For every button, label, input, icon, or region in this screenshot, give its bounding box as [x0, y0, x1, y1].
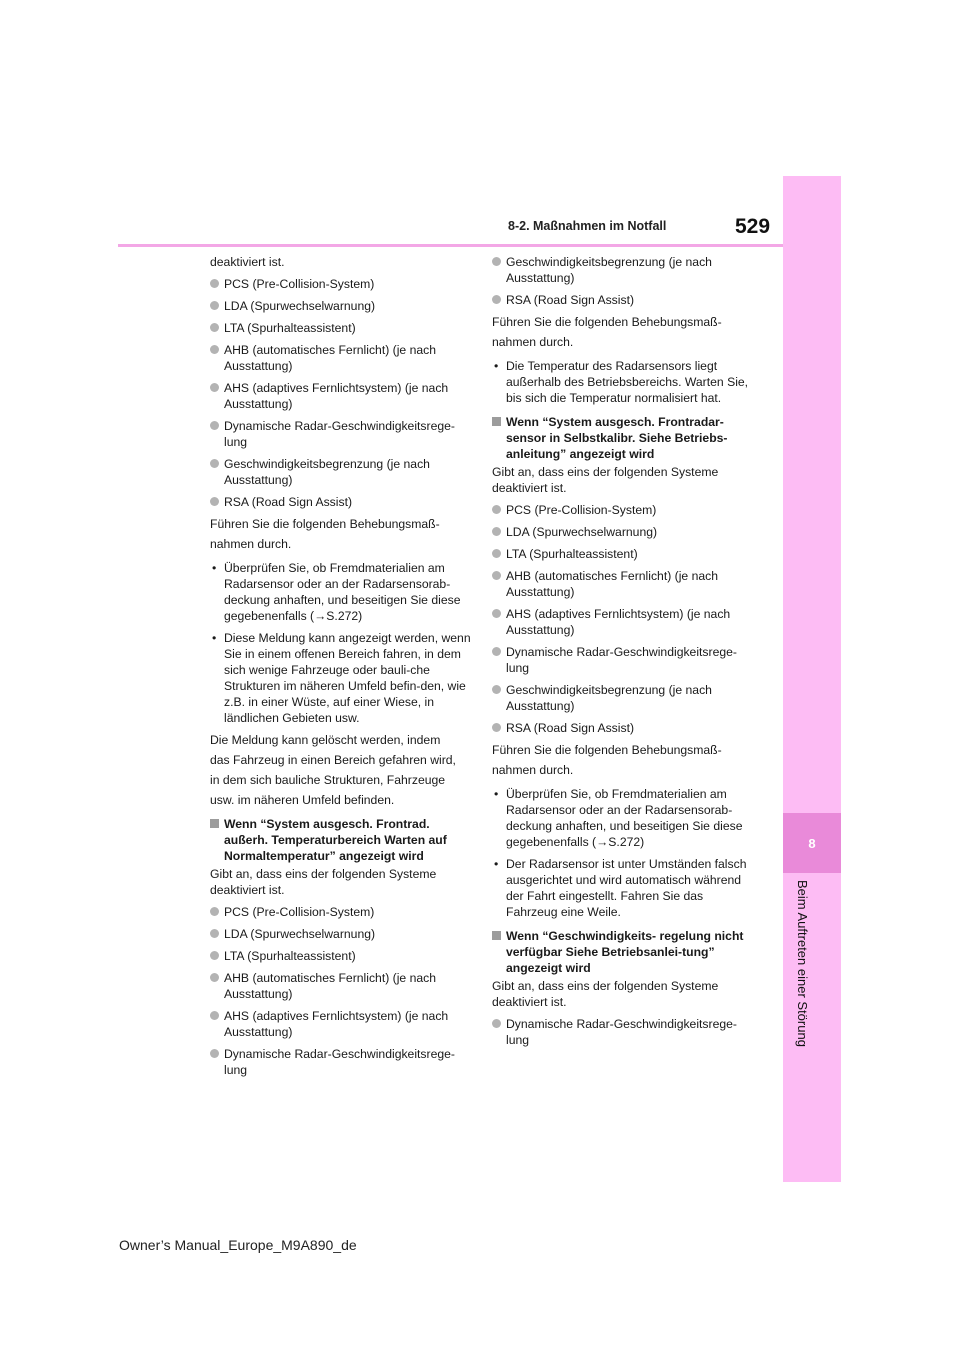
section-heading: Wenn “System ausgesch. Frontradar-sensor in Selbstkalibr. Siehe Betriebs-anleitung” angezeigt wird	[492, 414, 754, 462]
measures-text: Führen Sie die folgenden Behebungsmaß-	[492, 315, 722, 329]
bullet-icon	[210, 907, 219, 916]
bullet-icon	[492, 549, 501, 558]
bullet-icon	[210, 497, 219, 506]
section-title: 8-2. Maßnahmen im Notfall	[508, 219, 667, 233]
list-item: AHB (automatisches Fernlicht) (je nach Ausstattung)	[492, 568, 754, 600]
list-item: AHB (automatisches Fernlicht) (je nach Ausstattung)	[210, 342, 472, 374]
measures-text: nahmen durch.	[492, 763, 574, 777]
list-item: LTA (Spurhalteassistent)	[210, 948, 472, 964]
list-item: Dynamische Radar-Geschwindigkeitsrege-lung	[210, 1046, 472, 1078]
bullet-icon	[210, 973, 219, 982]
measures-text: nahmen durch.	[492, 335, 574, 349]
list-item: Dynamische Radar-Geschwindigkeitsrege-lung	[210, 418, 472, 450]
dash-item: • Diese Meldung kann angezeigt werden, wenn Sie in einem offenen Bereich fahren, in dem sich wenige Fahrzeuge oder bauli-che Strukturen im näheren Umfeld befin-den, wie z.B. in einer Wüste, auf einer Wiese, in ländlichen Gebieten usw.	[212, 631, 471, 725]
bullet-icon	[210, 323, 219, 332]
clear-text: das Fahrzeug in einen Bereich gefahren wird,	[210, 753, 456, 767]
list-item: AHS (adaptives Fernlichtsystem) (je nach Ausstattung)	[210, 1008, 472, 1040]
bullet-icon	[492, 571, 501, 580]
bullet-icon	[210, 421, 219, 430]
list-item: AHB (automatisches Fernlicht) (je nach Ausstattung)	[210, 970, 472, 1002]
section-heading: Wenn “System ausgesch. Frontrad. außerh. Temperaturbereich Warten auf Normaltemperatur” angezeigt wird	[210, 816, 472, 864]
dash-item: • Überprüfen Sie, ob Fremdmaterialien am Radarsensor oder an der Radarsensorab-deckung anhaften, und beseitigen Sie diese gegebenenfalls (→S.272)	[212, 561, 461, 623]
bullet-icon	[210, 929, 219, 938]
bullet-icon	[210, 345, 219, 354]
left-column	[210, 254, 472, 1084]
heading-desc: Gibt an, dass eins der folgenden Systeme deaktiviert ist.	[492, 465, 719, 495]
list-item: LTA (Spurhalteassistent)	[492, 546, 754, 562]
section-heading: Wenn “Geschwindigkeits- regelung nicht verfügbar Siehe Betriebsanlei-tung” angezeigt wird	[492, 928, 754, 976]
measures-text: Führen Sie die folgenden Behebungsmaß-	[210, 517, 440, 531]
square-icon	[492, 417, 501, 426]
clear-text: usw. im näheren Umfeld befinden.	[210, 793, 395, 807]
bullet-icon	[492, 527, 501, 536]
list-item: Dynamische Radar-Geschwindigkeitsrege-lung	[492, 644, 754, 676]
bullet-icon	[492, 609, 501, 618]
list-item: AHS (adaptives Fernlichtsystem) (je nach Ausstattung)	[210, 380, 472, 412]
chapter-title: Beim Auftreten einer Störung	[795, 880, 810, 1047]
bullet-icon	[492, 647, 501, 656]
list-item: LTA (Spurhalteassistent)	[210, 320, 472, 336]
header-rule	[118, 244, 783, 247]
intro-text: deaktiviert ist.	[210, 255, 285, 269]
bullet-icon	[492, 1019, 501, 1028]
list-item: Geschwindigkeitsbegrenzung (je nach Ausstattung)	[210, 456, 472, 488]
bullet-icon	[210, 951, 219, 960]
list-item: PCS (Pre-Collision-System)	[492, 502, 754, 518]
list-item: LDA (Spurwechselwarnung)	[492, 524, 754, 540]
measures-text: Führen Sie die folgenden Behebungsmaß-	[492, 743, 722, 757]
square-icon	[210, 819, 219, 828]
bullet-icon	[492, 723, 501, 732]
list-item: LDA (Spurwechselwarnung)	[210, 926, 472, 942]
list-item: RSA (Road Sign Assist)	[210, 494, 472, 510]
dash-item: • Überprüfen Sie, ob Fremdmaterialien am Radarsensor oder an der Radarsensorab-deckung anhaften, und beseitigen Sie diese gegebenenfalls (→S.272)	[494, 787, 743, 849]
bullet-icon	[210, 383, 219, 392]
bullet-icon	[492, 295, 501, 304]
bullet-icon	[210, 459, 219, 468]
list-item: AHS (adaptives Fernlichtsystem) (je nach Ausstattung)	[492, 606, 754, 638]
dash-item: • Der Radarsensor ist unter Umständen falsch ausgerichtet und wird automatisch während der Fahrt eingestellt. Fahren Sie das Fahrzeug eine Weile.	[494, 857, 747, 919]
chapter-number: 8	[783, 813, 841, 873]
list-item: RSA (Road Sign Assist)	[492, 292, 754, 308]
dash-item: • Die Temperatur des Radarsensors liegt außerhalb des Betriebsbereichs. Warten Sie, bis sich die Temperatur normalisiert hat.	[494, 359, 749, 405]
bullet-icon	[210, 301, 219, 310]
measures-text: nahmen durch.	[210, 537, 292, 551]
right-column	[492, 254, 754, 1054]
list-item: Geschwindigkeitsbegrenzung (je nach Ausstattung)	[492, 254, 754, 286]
clear-text: Die Meldung kann gelöscht werden, indem	[210, 733, 441, 747]
heading-desc: Gibt an, dass eins der folgenden Systeme deaktiviert ist.	[492, 979, 719, 1009]
bullet-icon	[492, 505, 501, 514]
heading-desc: Gibt an, dass eins der folgenden Systeme deaktiviert ist.	[210, 867, 437, 897]
list-item: PCS (Pre-Collision-System)	[210, 904, 472, 920]
list-item: RSA (Road Sign Assist)	[492, 720, 754, 736]
bullet-icon	[210, 1011, 219, 1020]
bullet-icon	[210, 1049, 219, 1058]
square-icon	[492, 931, 501, 940]
bullet-icon	[492, 685, 501, 694]
bullet-icon	[492, 257, 501, 266]
footer-text: Owner’s Manual_Europe_M9A890_de	[119, 1237, 357, 1253]
list-item: Geschwindigkeitsbegrenzung (je nach Ausstattung)	[492, 682, 754, 714]
list-item: LDA (Spurwechselwarnung)	[210, 298, 472, 314]
list-item: PCS (Pre-Collision-System)	[210, 276, 472, 292]
page-number: 529	[735, 215, 771, 238]
bullet-icon	[210, 279, 219, 288]
clear-text: in dem sich bauliche Strukturen, Fahrzeuge	[210, 773, 446, 787]
list-item: Dynamische Radar-Geschwindigkeitsrege-lung	[492, 1016, 754, 1048]
